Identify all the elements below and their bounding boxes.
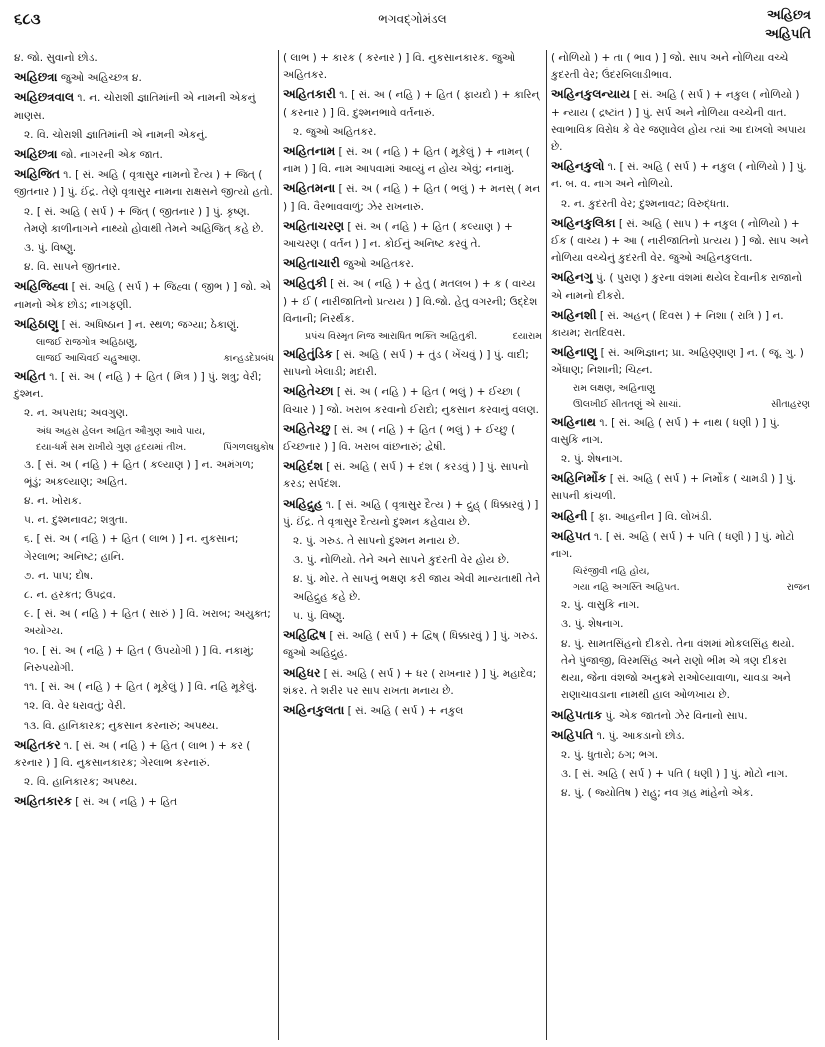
definition-text: ૧૨. વિ. વેર ધરાવતું; વેરી. xyxy=(24,700,126,713)
quotation-source: રાજન xyxy=(786,582,810,594)
dictionary-entry xyxy=(283,255,542,273)
definition-text: જો. નાગરની એક જાત. xyxy=(57,149,163,162)
definition-text: [ સં. અ ( નહિ ) + હિત ( મૂકેલું ) + નામન્ ( નામ ) ] વિ. નામ આપવામાં આવ્યું ન હોય એવું; નનામું. xyxy=(283,146,530,176)
definition-text: [ સં. અધિષ્ઠાન ] ન. સ્થળ; જગ્યા; ઠેકાણું. xyxy=(58,318,240,331)
dictionary-entry xyxy=(551,307,810,342)
dictionary-entry xyxy=(283,627,542,662)
dictionary-entry xyxy=(14,316,274,334)
quotation-text: લાજઈ રાજગોત્ર અહિઠાણુ, xyxy=(36,337,138,349)
column-right xyxy=(546,50,814,1040)
entry-sense xyxy=(14,643,274,677)
definition-text: [ સં. અભિજ્ઞાન; પ્રા. અહિણ્ણાણ ] ન. ( જૂ. ગુ. ) એંધાણ; નિશાની; ચિહ્ન. xyxy=(551,347,804,377)
definition-text: ૧૦. [ સં. અ ( નહિ ) + હિત ( ઉપયોગી ) ] વિ. નકામું; નિરુપયોગી. xyxy=(24,644,254,674)
definition-text: ૩. [ સં. અહિ ( સર્પ ) + પતિ ( ધણી ) ] પું. મોટો નાગ. xyxy=(561,768,788,781)
quotation-source: દયારામ xyxy=(512,331,542,343)
dictionary-entry xyxy=(283,383,542,418)
headword: અહિતેચ્છા xyxy=(283,384,334,399)
running-title: ભગવદ્ગોમંડલ xyxy=(378,12,447,26)
dictionary-entry xyxy=(551,414,810,449)
dictionary-entry xyxy=(551,86,810,156)
headword: અહિનાણુ xyxy=(551,345,598,360)
dictionary-entry xyxy=(283,702,542,720)
quotation-source: કાન્હડદેપ્રબંધ xyxy=(223,353,274,365)
headword: અહિતેચ્છુ xyxy=(283,421,331,436)
definition-text: ૪. જો. સુવાનો છોડ. xyxy=(14,52,98,64)
definition-text: પું. એક જાતનો ઝેર વિનાનો સાપ. xyxy=(602,709,748,722)
headword: અહિછત્રા xyxy=(14,147,58,162)
quotation-line xyxy=(14,425,274,439)
entry-sense xyxy=(551,785,810,802)
definition-text: ૩. પું. શેષનાગ. xyxy=(561,618,624,631)
quotation-text: ઊલખીઈ સીતતણું એ સાચાં. xyxy=(573,398,682,410)
entry-sense xyxy=(283,124,542,141)
headword: અહિતનામ xyxy=(283,144,336,159)
quotation-text: પ્રપંચ વિસ્મૃત નિજ આરાધિત ભક્તિ અહિતુકી. xyxy=(305,331,478,343)
dictionary-entry xyxy=(14,793,274,811)
entry-columns xyxy=(10,50,815,1040)
dictionary-entry xyxy=(551,344,810,379)
definition-text: [ સં. અ ( નહિ ) + હિત ( ભલું ) + ઈચ્છા ( વિચાર ) ] જો. ખરાબ કરવાનો ઈરાદો; નુકસાન કરવાનું વલણ. xyxy=(283,386,539,416)
dictionary-entry xyxy=(283,346,542,381)
definition-text: [ સં. અહિ ( સર્પ ) + દ્વિષ્ ( ધિક્કારવું ) ] પું. ગરુડ. જુઓ અહિદ્રુહ. xyxy=(283,630,539,660)
dictionary-entry xyxy=(551,727,810,745)
entry-sense xyxy=(551,766,810,783)
definition-text: ૨. ન. અપરાધ; અવગુણ. xyxy=(24,407,129,420)
entry-sense xyxy=(14,718,274,735)
definition-text: ૧. પું. આકડાનો છોડ. xyxy=(593,729,685,742)
definition-text: ૧. [ સં. અહિ ( સર્પ ) + નાથ ( ધણી ) ] પું. વાસુકિ નાગ. xyxy=(551,416,780,446)
definition-text: [ સં. અ ( નહિ ) + હિત ( કલ્યાણ ) + આચરણ ( વર્તન ) ] ન. કોઈનું અનિષ્ટ કરવું તે. xyxy=(283,220,513,251)
definition-text: ૪. પું. ( જ્યોતિષ ) રાહુ; નવ ગ્રહ માંહેનો એક. xyxy=(561,787,754,800)
headword: અહિતાચરણ xyxy=(283,218,345,233)
dictionary-entry xyxy=(283,421,542,456)
dictionary-entry xyxy=(14,146,274,164)
headword: અહિતમના xyxy=(283,181,336,196)
definition-text: ૨. વિ. ચોરાશી જ્ઞાતિમાંની એ નામની એકનું. xyxy=(24,128,208,141)
entry-sense xyxy=(14,679,274,696)
dictionary-entry xyxy=(283,180,542,215)
headword: અહિનકુલિકા xyxy=(551,215,616,230)
dictionary-entry xyxy=(551,158,810,193)
headword: અહિપત xyxy=(551,528,591,543)
headword: અહિપતિ xyxy=(551,727,594,742)
quotation-line xyxy=(551,581,810,595)
entry-sense xyxy=(14,204,274,238)
dictionary-entry xyxy=(551,707,810,725)
guide-word-last: અહિપતિ xyxy=(765,27,811,42)
entry-sense xyxy=(283,533,542,550)
entry-sense xyxy=(283,608,542,625)
quotation-line xyxy=(283,330,542,344)
entry-sense xyxy=(14,698,274,715)
definition-text: ૨. પું. ગરુડ. તે સાપનો દુશ્મન મનાય છે. xyxy=(293,535,460,548)
definition-text: ૫. ન. દુશ્મનાવટ; શત્રુતા. xyxy=(24,514,128,527)
headword: અહિઠાણુ xyxy=(14,316,59,331)
quotation-line xyxy=(14,336,274,350)
definition-text: ૭. ન. પાપ; દોષ. xyxy=(24,569,94,582)
definition-text: ૨. જુઓ અહિતકર. xyxy=(293,125,377,138)
entry-sense xyxy=(14,493,274,510)
entry-sense xyxy=(14,531,274,565)
definition-text: ૨. પું. શેષનાગ. xyxy=(561,453,623,466)
definition-text: ૨. [ સં. અહિ ( સર્પ ) + જિત્ ( જીતનાર ) ] પું. કૃષ્ણ. તેમણે કાળીનાગને નાથ્યો હોવાથી તેમને અહિજિત્ કહે છે. xyxy=(24,205,264,235)
entry-sense xyxy=(14,774,274,791)
dictionary-entry xyxy=(14,89,274,124)
definition-text: [ સં. અહિ ( સર્પ ) + નકુલ xyxy=(344,704,464,717)
definition-text: [ સં. અહિ ( સાપ ) + નકુલ ( નોળિયો ) + ઈક ( વાચ્ય ) + આ ( નારીજાતિનો પ્રત્યય ) ] જો. સાપ અને નોળિયા વચ્ચેનું કુદરતી વેર. જુઓ અહિનકુલતા. xyxy=(551,217,809,265)
entry-sense xyxy=(14,50,274,67)
page-header xyxy=(0,4,825,50)
entry-sense xyxy=(14,457,274,491)
entry-sense xyxy=(14,259,274,276)
dictionary-entry xyxy=(283,143,542,178)
definition-text: ૩. પું. વિષ્ણુ. xyxy=(24,242,77,255)
definition-text: [ સં. અ ( નહિ ) + હિત xyxy=(71,796,178,809)
quotation-line xyxy=(14,352,274,366)
headword: અહિની xyxy=(551,508,588,523)
definition-text: ૪. પું. મોર. તે સાપનું ભક્ષણ કરી જાય એવી માન્યતાથી તેને અહિદ્રુહ કહે છે. xyxy=(293,573,541,603)
headword: અહિનકુલતા xyxy=(283,702,345,717)
entry-sense xyxy=(283,571,542,605)
definition-text: પું. ( પુરાણ ) કુરના વંશમાં થયેલ દેવાનીક રાજાનો એ નામનો દીકરો. xyxy=(551,272,803,302)
definition-text: ૪. પું. સામતસિંહનો દીકરો. તેના વંશમાં મોકલસિંહ થયો. તેને પુંજાજી, વિરમસિંહ અને રાણો ભીમ એ ત્રણ દીકરા થયા, જેના વંશજો અનુક્રમે રાઓલ્યાવાળા, ચાવડા અને રાણાચાવડાના નામથી હાલ ઓળખાય છે. xyxy=(561,637,795,702)
definition-text: ૨. પું. ધુતારો; ઠગ; ભગ. xyxy=(561,748,659,761)
guide-words xyxy=(765,6,811,44)
headword: અહિનકુલો xyxy=(551,159,605,174)
quotation-text: લાજઈ આચિવઈ ચહુઆણ. xyxy=(36,353,141,365)
entry-sense xyxy=(551,616,810,633)
dictionary-entry xyxy=(14,278,274,313)
headword: અહિપતાક xyxy=(551,707,603,722)
column-left xyxy=(10,50,278,1040)
definition-text: ૧. [ સં. અ ( નહિ ) + હિત ( લાભ ) + કર ( કરનાર ) ] વિ. નુકસાનકારક; ગેરલાભ કરનારું. xyxy=(14,739,251,769)
headword: અહિછત્રા xyxy=(14,70,58,85)
definition-text: [ સં. અહન્ ( દિવસ ) + નિશા ( રાત્રિ ) ] ન. કાયમ; રાતદિવસ. xyxy=(551,309,784,340)
page-number: ૬૮૩ xyxy=(14,10,41,28)
entry-sense xyxy=(283,552,542,569)
dictionary-entry xyxy=(14,69,274,87)
definition-text: ૫. પું. વિષ્ણુ. xyxy=(293,609,346,622)
dictionary-entry xyxy=(14,737,274,772)
entry-sense xyxy=(14,606,274,640)
dictionary-entry xyxy=(551,215,810,268)
definition-text: ૧. [ સં. અહિ ( સર્પ ) + નકુલ ( નોળિયો ) ] પું. ન. બ. વ. નાગ અને નોળિયો. xyxy=(551,161,807,191)
quotation-text: અંધ અહસ હેલન અહિત ઔગુણ આવે પાય, xyxy=(36,425,206,437)
entry-sense xyxy=(14,405,274,422)
headword: અહિનાથ xyxy=(551,414,596,429)
dictionary-entry xyxy=(283,218,542,253)
definition-text: ૧. [ સં. અ ( નહિ ) + હિત ( ફાયદો ) + કારિન્ ( કરનાર ) ] વિ. દુશ્મનભાવે વર્તનારું. xyxy=(283,89,540,119)
dictionary-entry xyxy=(283,665,542,700)
entry-sense xyxy=(14,568,274,585)
guide-word-first: અહિછત્ર xyxy=(767,8,811,23)
entry-sense xyxy=(14,127,274,144)
quotation-line xyxy=(551,382,810,396)
definition-text: [ સં. અ ( નહિ ) + હેતુ ( મતલબ ) + ક ( વાચ્ય ) + ઈ ( નારીજાતિનો પ્રત્યય ) ] વિ.જો. હેતુ વગરની; ઉદ્દેશ વિનાની; નિરર્થક. xyxy=(283,278,538,325)
definition-text: ( લાભ ) + કારક ( કરનાર ) ] વિ. નુકસાનકારક. જુઓ અહિતકર. xyxy=(283,52,516,82)
headword: અહિનકુલન્યાય xyxy=(551,87,630,102)
quotation-line xyxy=(551,565,810,579)
definition-text: ૬. [ સં. અ ( નહિ ) + હિત ( લાભ ) ] ન. નુકસાન; ગેરલાભ; અનિષ્ટ; હાનિ. xyxy=(24,533,239,563)
definition-text: ૧૧. [ સં. અ ( નહિ ) + હિત ( મૂકેલું ) ] વિ. નહિ મૂકેલું. xyxy=(24,681,258,694)
dictionary-entry xyxy=(14,166,274,201)
quotation-line xyxy=(14,441,274,455)
definition-text: ૪. ન. ખોરાક. xyxy=(24,495,82,508)
headword: અહિદ્વિષ xyxy=(283,628,327,643)
quotation-text: ગયા નહિ અગસ્તિ અહિપત. xyxy=(573,582,680,594)
entry-sense xyxy=(14,240,274,257)
definition-text: [ સં. અહિ ( સર્પ ) + જિહ્વા ( જીભ ) ] જો. એ નામનો એક છોડ; નાગફણી. xyxy=(14,281,271,311)
dictionary-entry xyxy=(551,269,810,304)
entry-sense xyxy=(14,512,274,529)
dictionary-entry xyxy=(551,508,810,526)
definition-text: ( નોળિયો ) + તા ( ભાવ ) ] જો. સાપ અને નોળિયા વચ્ચે કુદરતી વેર; ઉંદરબિલાડીભાવ. xyxy=(551,52,789,82)
dictionary-entry xyxy=(551,528,810,563)
definition-text: ૧. [ સં. અહિ ( વૃત્રાસુર દૈત્ય ) + દ્રુહ્ ( ધિક્કારવું ) ] પું. ઈંદ્ર. તે વૃત્રાસુર દૈત્યનો દુશ્મન કહેવાય છે. xyxy=(283,498,539,528)
definition-text: ૧. ન. ચોરાશી જ્ઞાતિમાંની એ નામની એકનું માણસ. xyxy=(14,92,256,122)
dictionary-entry xyxy=(283,86,542,121)
definition-text: ૩. [ સં. અ ( નહિ ) + હિત ( કલ્યાણ ) ] ન. અમંગળ; ભૂંડું; અકલ્યાણ; અહિત. xyxy=(24,458,255,488)
quotation-source: પિંગળલઘુકોષ xyxy=(223,441,274,453)
definition-text: [ સં. અહિ ( સર્પ ) + દંશ ( કરડવું ) ] પું. સાપનો કરડ; સર્પદંશ. xyxy=(283,461,529,491)
entry-sense xyxy=(14,587,274,604)
entry-sense xyxy=(551,636,810,705)
column-middle xyxy=(278,50,546,1040)
headword: અહિછત્રવાલ xyxy=(14,90,75,105)
definition-text: ૨. વિ. હાનિકારક; અપથ્ય. xyxy=(24,776,138,789)
definition-text: ૧. [ સં. અહિ ( વૃત્રાસુર નામનો દૈત્ય ) + જિત્ ( જીતનાર ) ] પું. ઈંદ્ર. તેણે વૃત્રાસુર નામના રાક્ષસને જીત્યો હતો. xyxy=(14,169,273,199)
definition-text: ૩. પું. નોળિયો. તેને અને સાપને કુદરતી વેર હોય છે. xyxy=(293,554,510,567)
headword: અહિત xyxy=(14,369,46,384)
definition-text: ૯. [ સં. અ ( નહિ ) + હિત ( સારું ) ] વિ. ખરાબ; અયુક્ત; અયોગ્ય. xyxy=(24,608,271,638)
definition-text: [ સં. અહિ ( સર્પ ) + ધર ( રાખનાર ) ] પું. મહાદેવ; શંકર. તે શરીર પર સાપ રાખતા મનાય છે. xyxy=(283,667,537,697)
definition-text: [ સં. અહિ ( સર્પ ) + તુંડ ( ખેંચવું ) ] પું. વાદી; સાપનો ખેલાડી; મદારી. xyxy=(283,349,529,379)
headword: અહિનિર્મોક xyxy=(551,471,607,486)
quotation-text: રામ લક્ષણ, અહિનાણુ xyxy=(573,382,655,394)
headword: અહિતકારી xyxy=(283,87,336,102)
headword: અહિનશી xyxy=(551,307,597,322)
definition-text: [ ફા. આહનીન ] વિ. લોખંડી. xyxy=(587,510,712,523)
definition-text: ૪. વિ. સાપને જીતનાર. xyxy=(24,261,121,274)
dictionary-entry xyxy=(283,496,542,531)
headword: અહિદ્રુહ xyxy=(283,496,323,511)
headword: અહિધર xyxy=(283,665,321,680)
dictionary-entry xyxy=(283,275,542,328)
definition-text: ૧. [ સં. અહિ ( સર્પ ) + પતિ ( ધણી ) ] પું. મોટો નાગ. xyxy=(551,530,795,561)
headword: અહિદંશ xyxy=(283,459,323,474)
definition-text: [ સં. અ ( નહિ ) + હિત ( ભલું ) + ઈચ્છુ ( ઈચ્છનાર ) ] વિ. ખરાબ વાંછનારું; દ્વેષી. xyxy=(283,423,516,454)
headword: અહિનગુ xyxy=(551,270,593,285)
definition-text: [ સં. અહિ ( સર્પ ) + નિર્મોક ( ચામડી ) ] પું. સાપની કાંચળી. xyxy=(551,473,797,503)
definition-text: ૨. ન. કુદરતી વેર; દુશ્મનાવટ; વિરુદ્ધતા. xyxy=(561,197,730,210)
dictionary-entry xyxy=(283,458,542,493)
definition-text: [ સં. અ ( નહિ ) + હિત ( ભલું ) + મનસ્ ( મન ) ] વિ. વૈરભાવવાળું; ઝેર રાખનારું. xyxy=(283,183,541,213)
headword: અહિતુંડિક xyxy=(283,347,333,362)
headword: અહિજિત xyxy=(14,167,60,182)
definition-text: [ સં. અહિ ( સર્પ ) + નકુલ ( નોળિયો ) + ન્યાય ( દ્રષ્ટાંત ) ] પું. સર્પ અને નોળિયા વચ્ચેની વાત. સ્વાભાવિક વિરોધ કે વેર જણાવેલ હોય ત્યાં આ દાખલો અપાય છે. xyxy=(551,89,806,154)
definition-text: ૧૩. વિ. હાનિકારક; નુકસાન કરનારું; અપથ્ય. xyxy=(24,719,219,732)
dictionary-entry xyxy=(14,368,274,403)
definition-text: ૨. પું. વાસુકિ નાગ. xyxy=(561,599,640,612)
entry-sense xyxy=(551,50,810,84)
headword: અહિતકર xyxy=(14,737,61,752)
entry-sense xyxy=(551,747,810,764)
quotation-source: સીતાહરણ xyxy=(771,398,810,410)
quotation-line xyxy=(551,398,810,412)
entry-sense xyxy=(551,597,810,614)
entry-sense xyxy=(551,196,810,213)
quotation-text: ચિરંજીવી નહિ હોય, xyxy=(573,566,650,578)
definition-text: ૧. [ સં. અ ( નહિ ) + હિત ( મિત્ર ) ] પું. શત્રુ; વેરી; દુશ્મન. xyxy=(14,371,262,401)
quotation-text: દયા-ધર્મ સમ રાખીયે ગુણ હૃદયમાં તીખ. xyxy=(36,441,187,453)
headword: અહિતાચારી xyxy=(283,256,340,271)
dictionary-entry xyxy=(551,470,810,505)
entry-sense xyxy=(283,50,542,84)
headword: અહિતકારક xyxy=(14,794,72,809)
headword: અહિજિહ્વા xyxy=(14,279,69,294)
definition-text: ૮. ન. હરકત; ઉપદ્રવ. xyxy=(24,589,116,602)
definition-text: જુઓ અહિતકર. xyxy=(339,258,415,271)
definition-text: જુઓ અહિચ્છત્ર ૪. xyxy=(57,72,142,85)
headword: અહિતુકી xyxy=(283,276,327,291)
entry-sense xyxy=(551,451,810,468)
